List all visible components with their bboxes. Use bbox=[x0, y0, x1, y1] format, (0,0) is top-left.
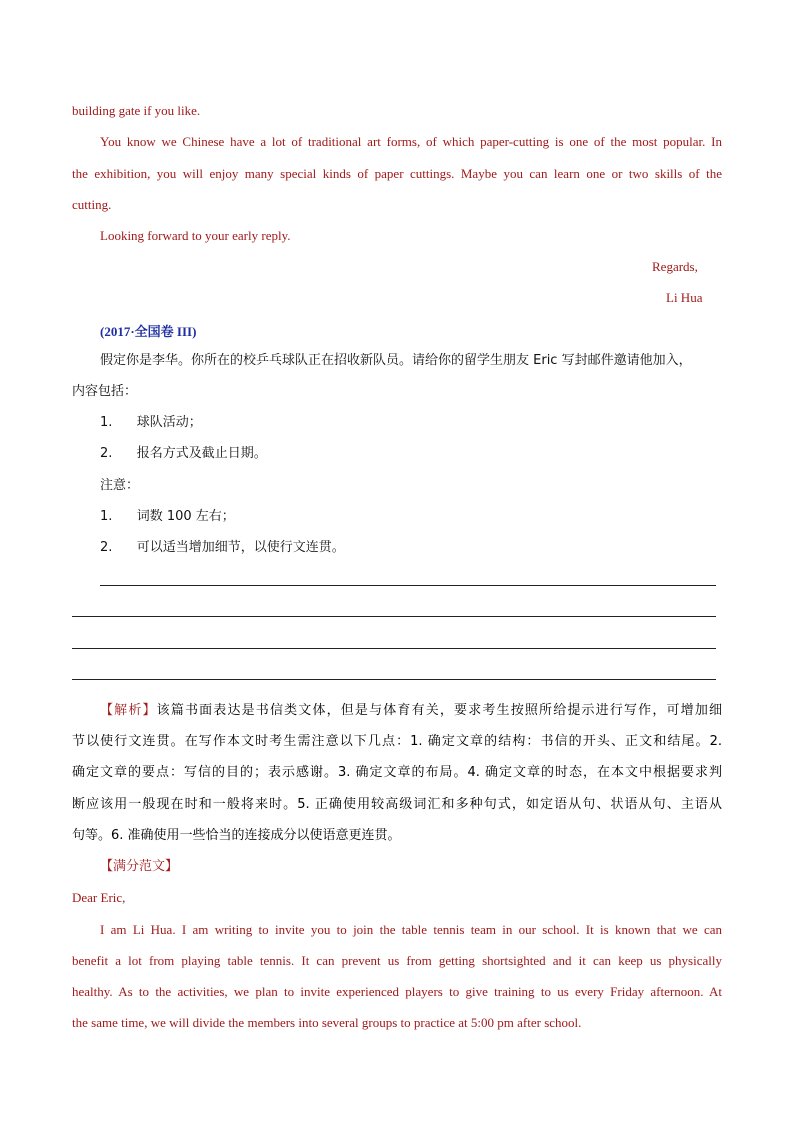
task-item-number: 1. bbox=[100, 415, 113, 430]
model-line-2: benefit a lot from playing table tennis. It can prevent us from getting shortsighted and it can keep us physically bbox=[72, 953, 722, 968]
task-item-number: 2. bbox=[100, 446, 113, 461]
note-item-1 bbox=[100, 509, 235, 525]
task-item-text: 报名方式及截止日期。 bbox=[136, 446, 267, 461]
model-essay-label: 【满分范文】 bbox=[100, 859, 179, 874]
note-item-text: 可以适当增加细节，以使行文连贯。 bbox=[136, 540, 345, 555]
model-salutation: Dear Eric, bbox=[72, 890, 126, 905]
answer-line-1 bbox=[100, 585, 716, 586]
note-label: 注意： bbox=[100, 478, 140, 493]
task-item-text: 球队活动； bbox=[136, 415, 202, 430]
task-item-2 bbox=[100, 446, 267, 462]
letter-paragraph-line-2: the exhibition, you will enjoy many special kinds of paper cuttings. Maybe you can learn one or two skills of the bbox=[72, 166, 722, 181]
answer-line-4 bbox=[72, 679, 716, 680]
letter-line-gate: building gate if you like. bbox=[72, 103, 201, 118]
task-prompt-line-1: 假定你是李华。你所在的校乒乓球队正在招收新队员。请给你的留学生朋友 Eric 写封邮件邀请他加入， bbox=[100, 353, 692, 368]
letter-regards: Regards, bbox=[652, 259, 698, 274]
letter-closing: Looking forward to your early reply. bbox=[100, 228, 291, 243]
analysis-label: 【解析】 bbox=[100, 703, 157, 718]
task-item-1 bbox=[100, 415, 202, 431]
analysis-text-1: 该篇书面表达是书信类文体，但是与体育有关，要求考生按照所给提示进行写作，可增加细 bbox=[156, 703, 722, 718]
answer-line-2 bbox=[72, 616, 716, 617]
analysis-line-4: 断应该用一般现在时和一般将来时。5. 正确使用较高级词汇和多种句式，如定语从句、状语从句、主语从 bbox=[72, 797, 722, 812]
note-item-2 bbox=[100, 540, 345, 556]
model-line-3: healthy. As to the activities, we plan to invite experienced players to give training to us every Friday afternoon. At bbox=[72, 984, 722, 999]
letter-signature: Li Hua bbox=[666, 290, 703, 305]
note-item-number: 1. bbox=[100, 509, 113, 524]
note-item-number: 2. bbox=[100, 540, 113, 555]
model-line-4: the same time, we will divide the members into several groups to practice at 5:00 pm after school. bbox=[72, 1015, 582, 1030]
analysis-line-1 bbox=[100, 703, 722, 719]
task-prompt-line-2: 内容包括： bbox=[72, 384, 138, 399]
analysis-line-3: 确定文章的要点：写信的目的；表示感谢。3. 确定文章的布局。4. 确定文章的时态，在本文中根据要求判 bbox=[72, 765, 722, 780]
analysis-line-5: 句等。6. 准确使用一些恰当的连接成分以使语意更连贯。 bbox=[72, 828, 401, 843]
note-item-text: 词数 100 左右； bbox=[136, 509, 235, 524]
task-source-heading: (2017·全国卷 III) bbox=[100, 324, 197, 339]
letter-paragraph-line-3: cutting. bbox=[72, 197, 112, 212]
letter-paragraph-line-1: You know we Chinese have a lot of traditional art forms, of which paper-cutting is one of the most popular. In bbox=[100, 134, 722, 149]
answer-line-3 bbox=[72, 648, 716, 649]
model-line-1: I am Li Hua. I am writing to invite you to join the table tennis team in our school. It is known that we can bbox=[100, 922, 722, 937]
analysis-line-2: 节以使行文连贯。在写作本文时考生需注意以下几点：1. 确定文章的结构：书信的开头、正文和结尾。2. bbox=[72, 734, 722, 749]
